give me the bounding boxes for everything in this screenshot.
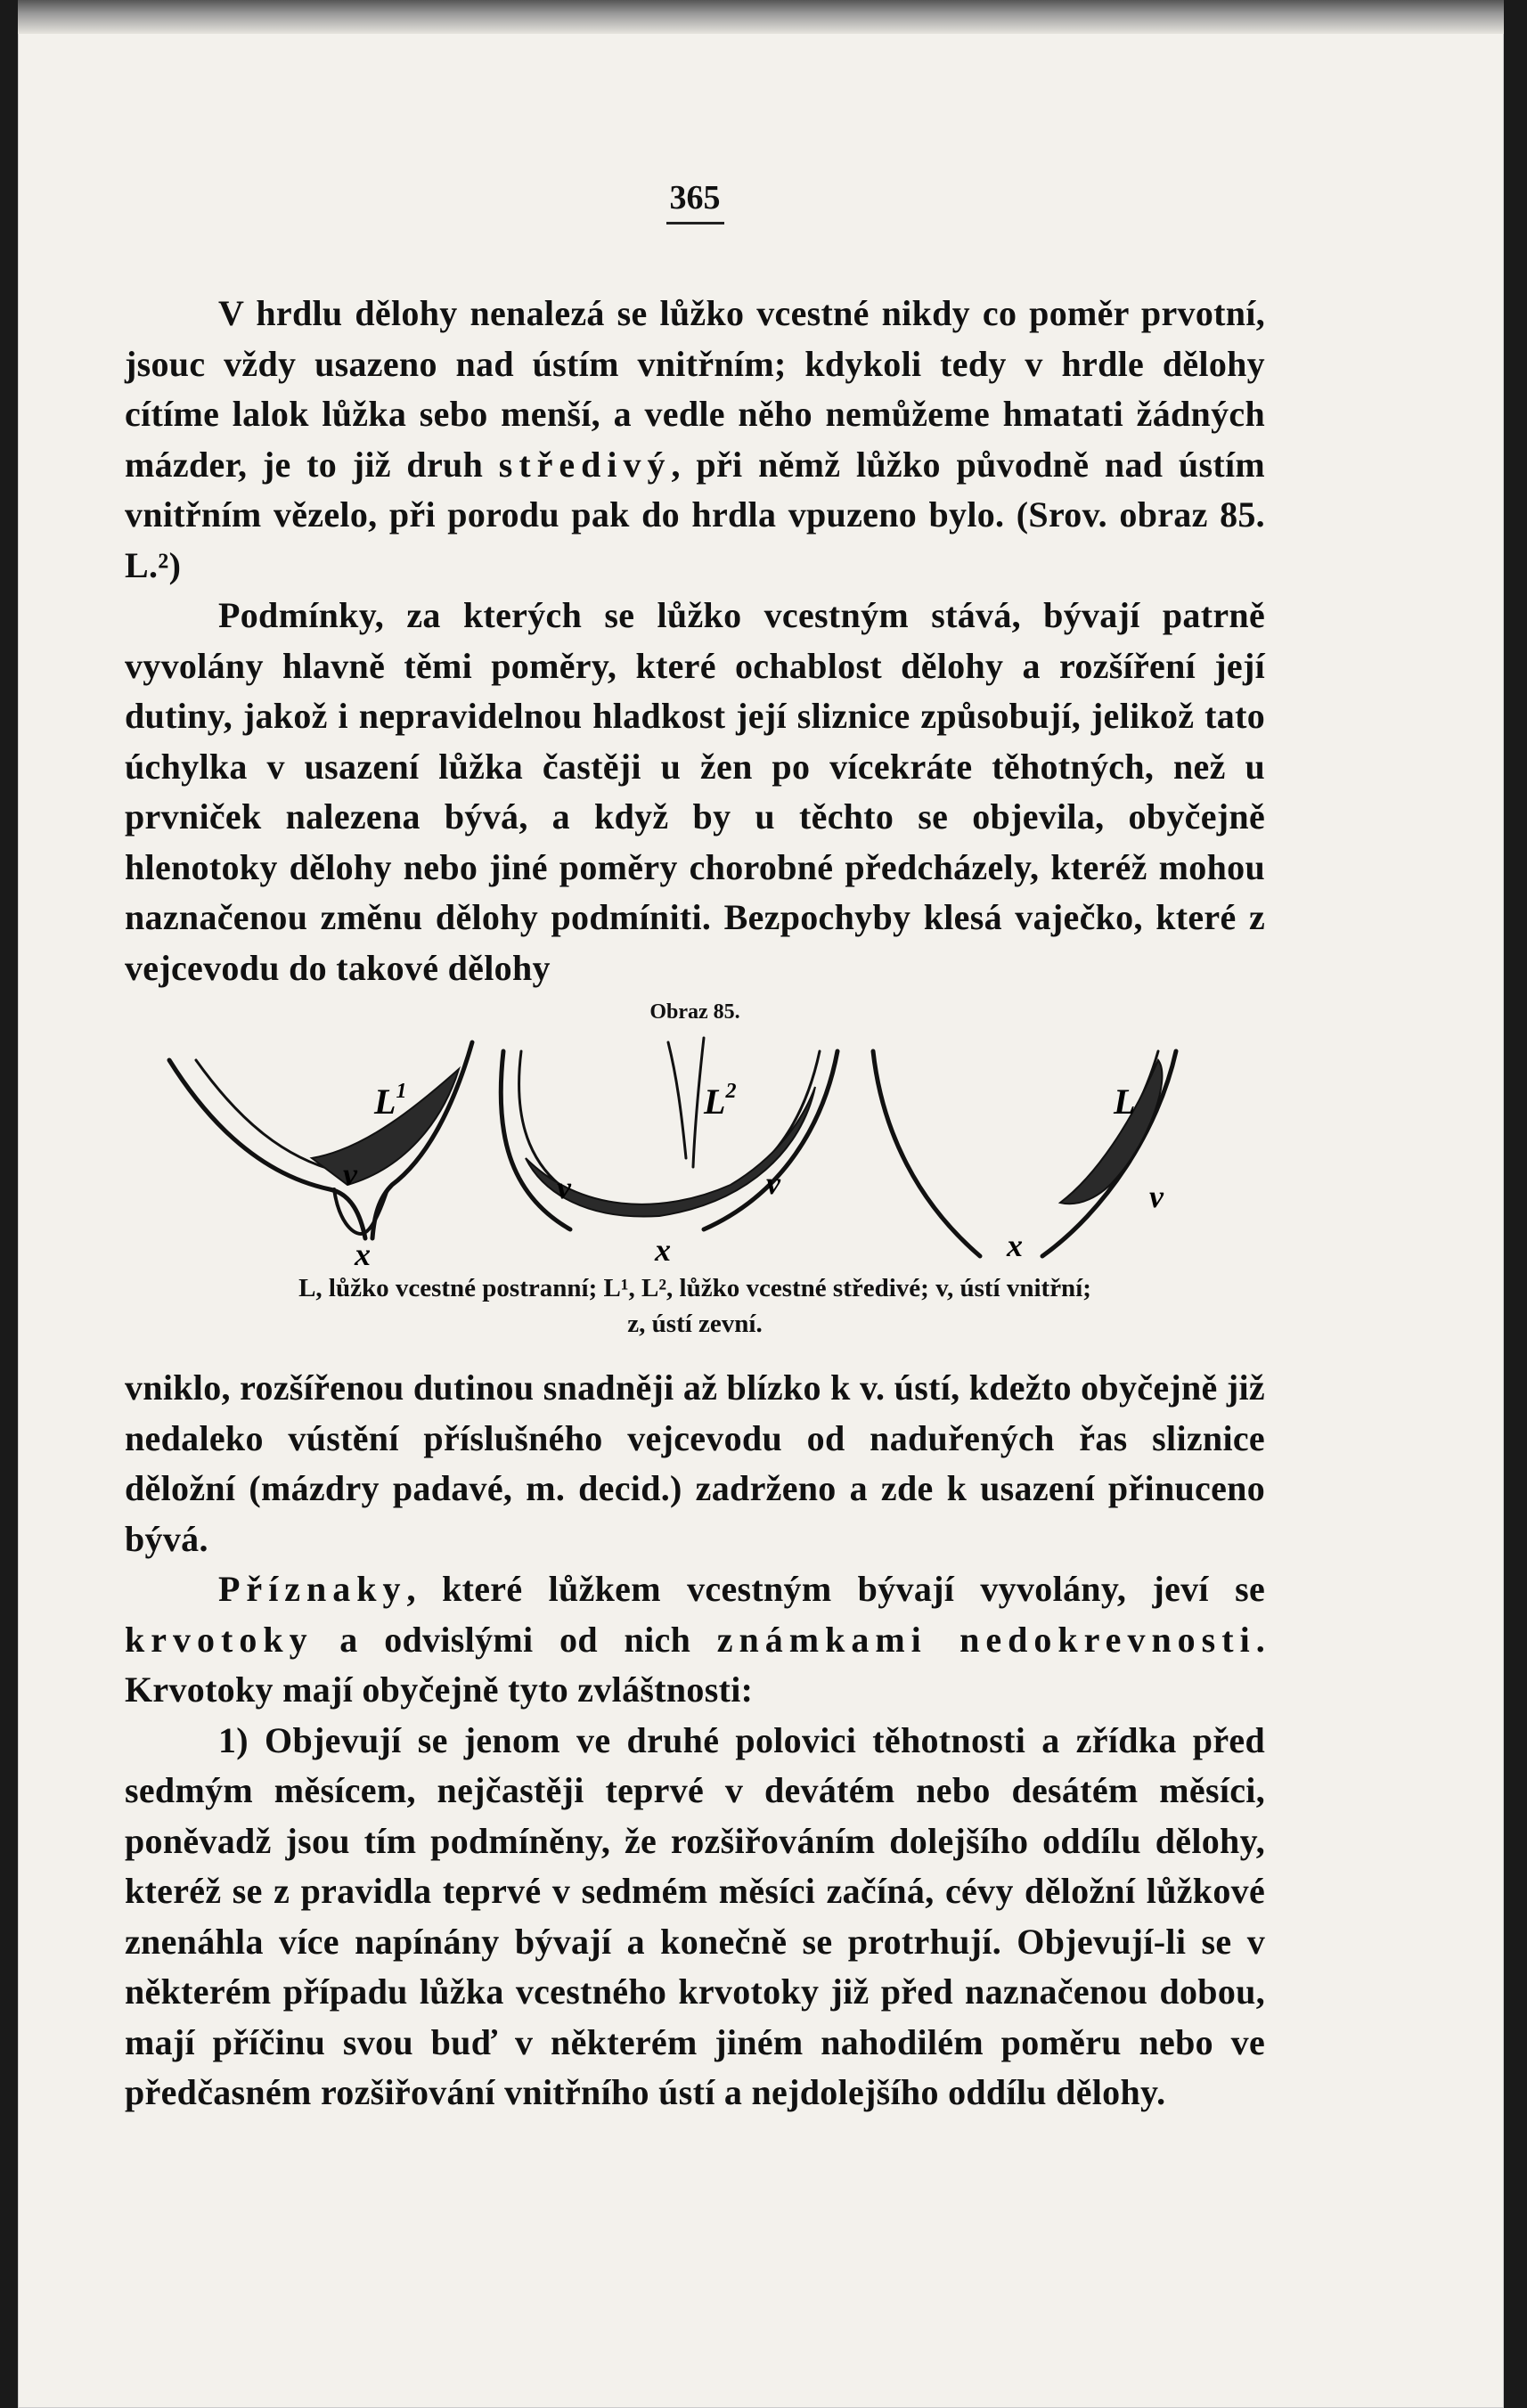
page-number-text: 365 xyxy=(666,179,724,224)
label-x-fig2: x xyxy=(655,1232,671,1265)
page-number xyxy=(125,178,1265,217)
paragraph-1-text: V hrdlu dělohy nenalezá se lůžko vcestné nikdy co poměr prvotní, jsouc vždy usazeno nad ústím vnitřním; kdykoli tedy v hrdle dělohy cítíme lalok lůžka sebo menší, a vedle něho nemůžeme hmatati žádných mázder, je to již druh xyxy=(125,293,1265,485)
caption-line-1: L, lůžko vcestné postranní; L¹, L², lůžko vcestné středivé; v, ústí vnitřní; xyxy=(298,1274,1091,1302)
label-v-fig1: v xyxy=(343,1156,357,1192)
fig3-wall-left xyxy=(873,1051,980,1256)
paragraph-3: vniklo, rozšířenou dutinou snadněji až blízko k v. ústí, kdežto obyčejně již nedaleko vústění příslušného vejcevodu od naduřených řas sliznice děložní (mázdry padavé, m. decid.) zadrženo a zde k usazení přinuceno bývá. xyxy=(125,1367,1265,1559)
fig1-uterus-outer-wall xyxy=(169,1060,365,1238)
label-v-fig2-left: v xyxy=(557,1170,571,1205)
label-v-fig2-right: v xyxy=(766,1165,780,1201)
emphasis-nedokrevnosti: známkami nedokrevnosti xyxy=(716,1619,1256,1660)
emphasis-krvotoky: krvotoky xyxy=(125,1619,314,1660)
fig2-cord-2 xyxy=(693,1038,704,1167)
label-L1: $L^1$ xyxy=(374,1080,407,1122)
figure-caption xyxy=(125,1270,1265,1342)
paragraph-4 xyxy=(125,1564,1265,1716)
caption-line-2: z, ústí zevní. xyxy=(627,1310,763,1338)
label-x-fig3: x xyxy=(1007,1228,1023,1263)
fig2-fetal-cord xyxy=(668,1042,686,1158)
fig1-uterus-inner-wall xyxy=(196,1060,339,1171)
figure-85 xyxy=(125,1000,1265,1342)
uterus-placenta-illustration xyxy=(160,1024,1229,1265)
paragraph-1-end: , při němž lůžko původně nad ústím vnitřním vězelo, při porodu pak do hrdla vpuzeno bylo. (Srov. obraz 85. L.²) xyxy=(125,444,1265,585)
fig2-right-wall-inner xyxy=(695,1051,820,1207)
figure-title: Obraz 85. xyxy=(649,1000,740,1024)
paragraph-4-end: . Krvotoky mají obyčejně tyto zvláštnosti: xyxy=(125,1619,1265,1710)
paragraph-1-emphasis: středivý xyxy=(498,444,672,485)
emphasis-priznaky: Příznaky xyxy=(218,1569,407,1609)
text-column xyxy=(125,178,1265,2118)
fig2-right-wall-outer xyxy=(704,1051,837,1229)
label-x-fig1: x xyxy=(355,1237,371,1265)
paragraph-5: 1) Objevují se jenom ve druhé polovici těhotnosti a zřídka před sedmým měsícem, nejčastěji teprvé v devátém nebo desátém měsíci, poněvadž jsou tím podmíněny, že rozšiřováním dolejšího oddílu dělohy, kteréž se z pravidla teprvé v sedmém měsíci začíná, cévy děložní lůžkové znenáhla více napínány bývají a konečně se protrhují. Objevují-li se v některém případu lůžka vcestného krvotoky již před naznačenou dobou, mají příčinu svou buď v některém jiném nahodilém poměru nebo ve předčasném rozšiřování vnitřního ústí a nejdolejšího oddílu dělohy. xyxy=(125,1719,1265,2112)
paragraph-1 xyxy=(125,289,1265,591)
paragraph-2: Podmínky, za kterých se lůžko vcestným stává, bývají patrně vyvolány hlavně těmi poměry, které ochablost dělohy a rozšíření její dutiny, jakož i nepravidelnou hladkost její sliznice způsobují, jelikož tato úchylka v usazení lůžka častěji u žen po vícekráte těhotných, než u prvniček nalezena bývá, a když by u těchto se objevila, obyčejně hlenotoky dělohy nebo jiné poměry chorobné předcházely, kteréž mohou naznačenou změnu dělohy podmíniti. Bezpochyby klesá vaječko, které z vejcevodu do takové dělohy xyxy=(125,595,1265,988)
scan-top-edge xyxy=(18,0,1504,34)
label-L2: $L^2$ xyxy=(704,1080,737,1122)
label-v-fig3: v xyxy=(1149,1179,1164,1214)
paragraph-4-mid: , které lůžkem vcestným bývají vyvolány, jeví se xyxy=(406,1569,1265,1609)
paragraph-4-mid2: a odvislými od nich xyxy=(313,1619,691,1660)
label-L-fig3: L xyxy=(1114,1082,1136,1122)
